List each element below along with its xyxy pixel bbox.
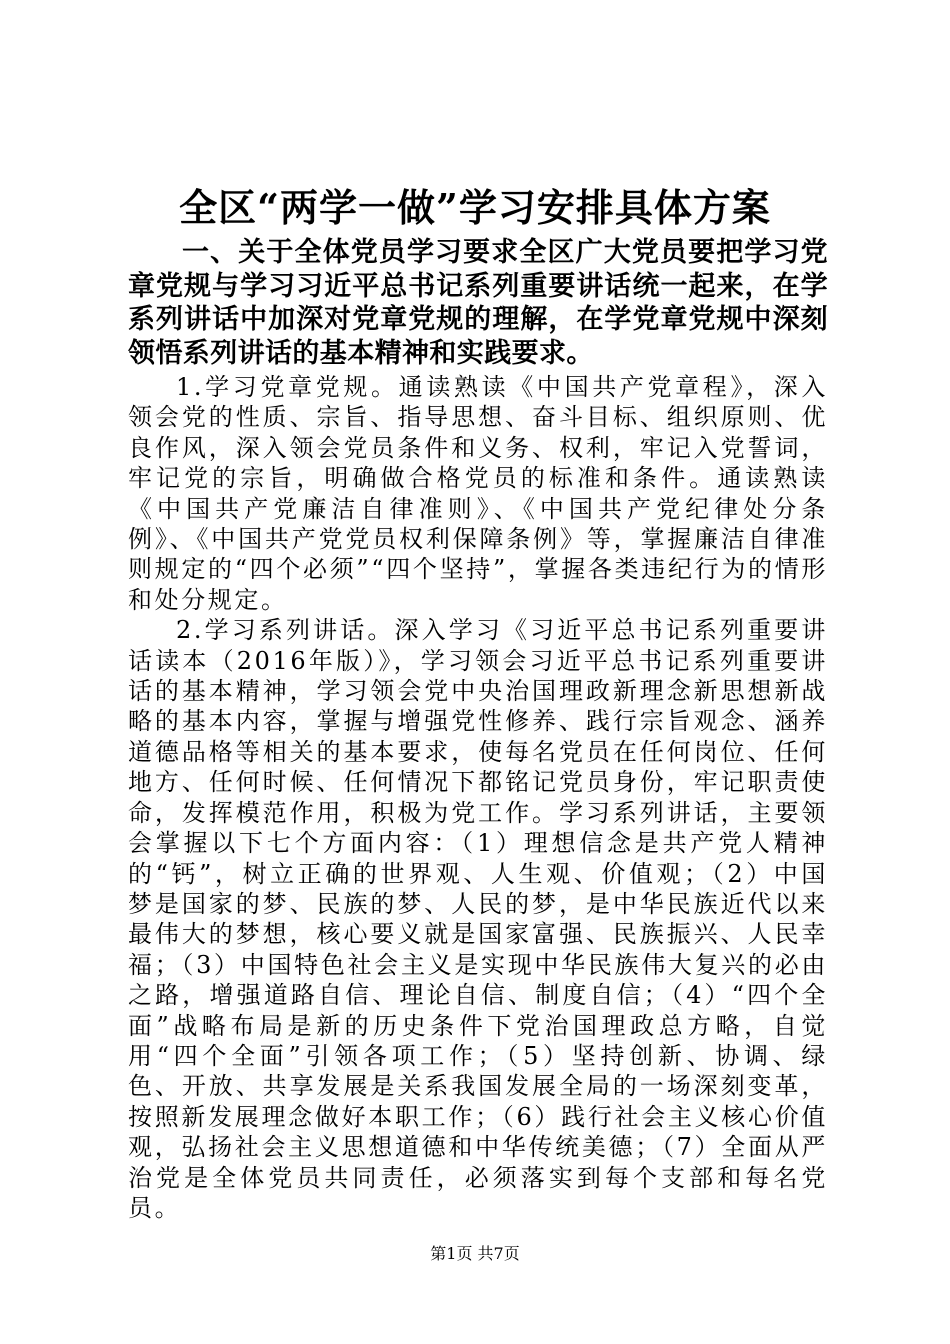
page-footer (0, 1244, 950, 1264)
paragraph-study-party-constitution: 1.学习党章党规。通读熟读《中国共产党章程》，深入领会党的性质、宗旨、指导思想、奋斗目标、组织原则、优良作风，深入领会党员条件和义务、权利，牢记入党誓词，牢记党的宗旨，明确做合格党员的标准和条件。通读熟读《中国共产党廉洁自律准则》、《中国共产党纪律处分条例》、《中国共产党党员权利保障条例》等，掌握廉洁自律准则规定的“四个必须”“四个坚持”，掌握各类违纪行为的情形和处分规定。 (128, 373, 828, 614)
document-title: 全区“两学一做”学习安排具体方案 (179, 185, 771, 230)
paragraph-study-series-speeches: 2.学习系列讲话。深入学习《习近平总书记系列重要讲话读本（2016年版）》，学习领会习近平总书记系列重要讲话的基本精神，学习领会党中央治国理政新理念新思想新战略的基本内容，掌握与增强党性修养、践行宗旨观念、涵养道德品格等相关的基本要求，使每名党员在任何岗位、任何地方、任何时候、任何情况下都铭记党员身份，牢记职责使命，发挥模范作用，积极为党工作。学习系列讲话，主要领会掌握以下七个方面内容：（1）理想信念是共产党人精神的“钙”，树立正确的世界观、人生观、价值观；（2）中国梦是国家的梦、民族的梦、人民的梦，是中华民族近代以来最伟大的梦想，核心要义就是国家富强、民族振兴、人民幸福；（3）中国特色社会主义是实现中华民族伟大复兴的必由之路，增强道路自信、理论自信、制度自信；（4）“四个全面”战略布局是新的历史条件下党治国理政总方略，自觉用“四个全面”引领各项工作；（5）坚持创新、协调、绿色、开放、共享发展是关系我国发展全局的一场深刻变革，按照新发展理念做好本职工作；（6）践行社会主义核心价值观，弘扬社会主义思想道德和中华传统美德；（7）全面从严治党是全体党员共同责任，必须落实到每个支部和每名党员。 (128, 616, 828, 1222)
page-indicator: 第1页 共7页 (430, 1244, 520, 1263)
document-body (128, 236, 828, 1223)
section-heading: 一、关于全体党员学习要求全区广大党员要把学习党章党规与学习习近平总书记系列重要讲话统一起来，在学系列讲话中加深对党章党规的理解，在学党章党规中深刻领悟系列讲话的基本精神和实践要求。 (128, 237, 828, 369)
